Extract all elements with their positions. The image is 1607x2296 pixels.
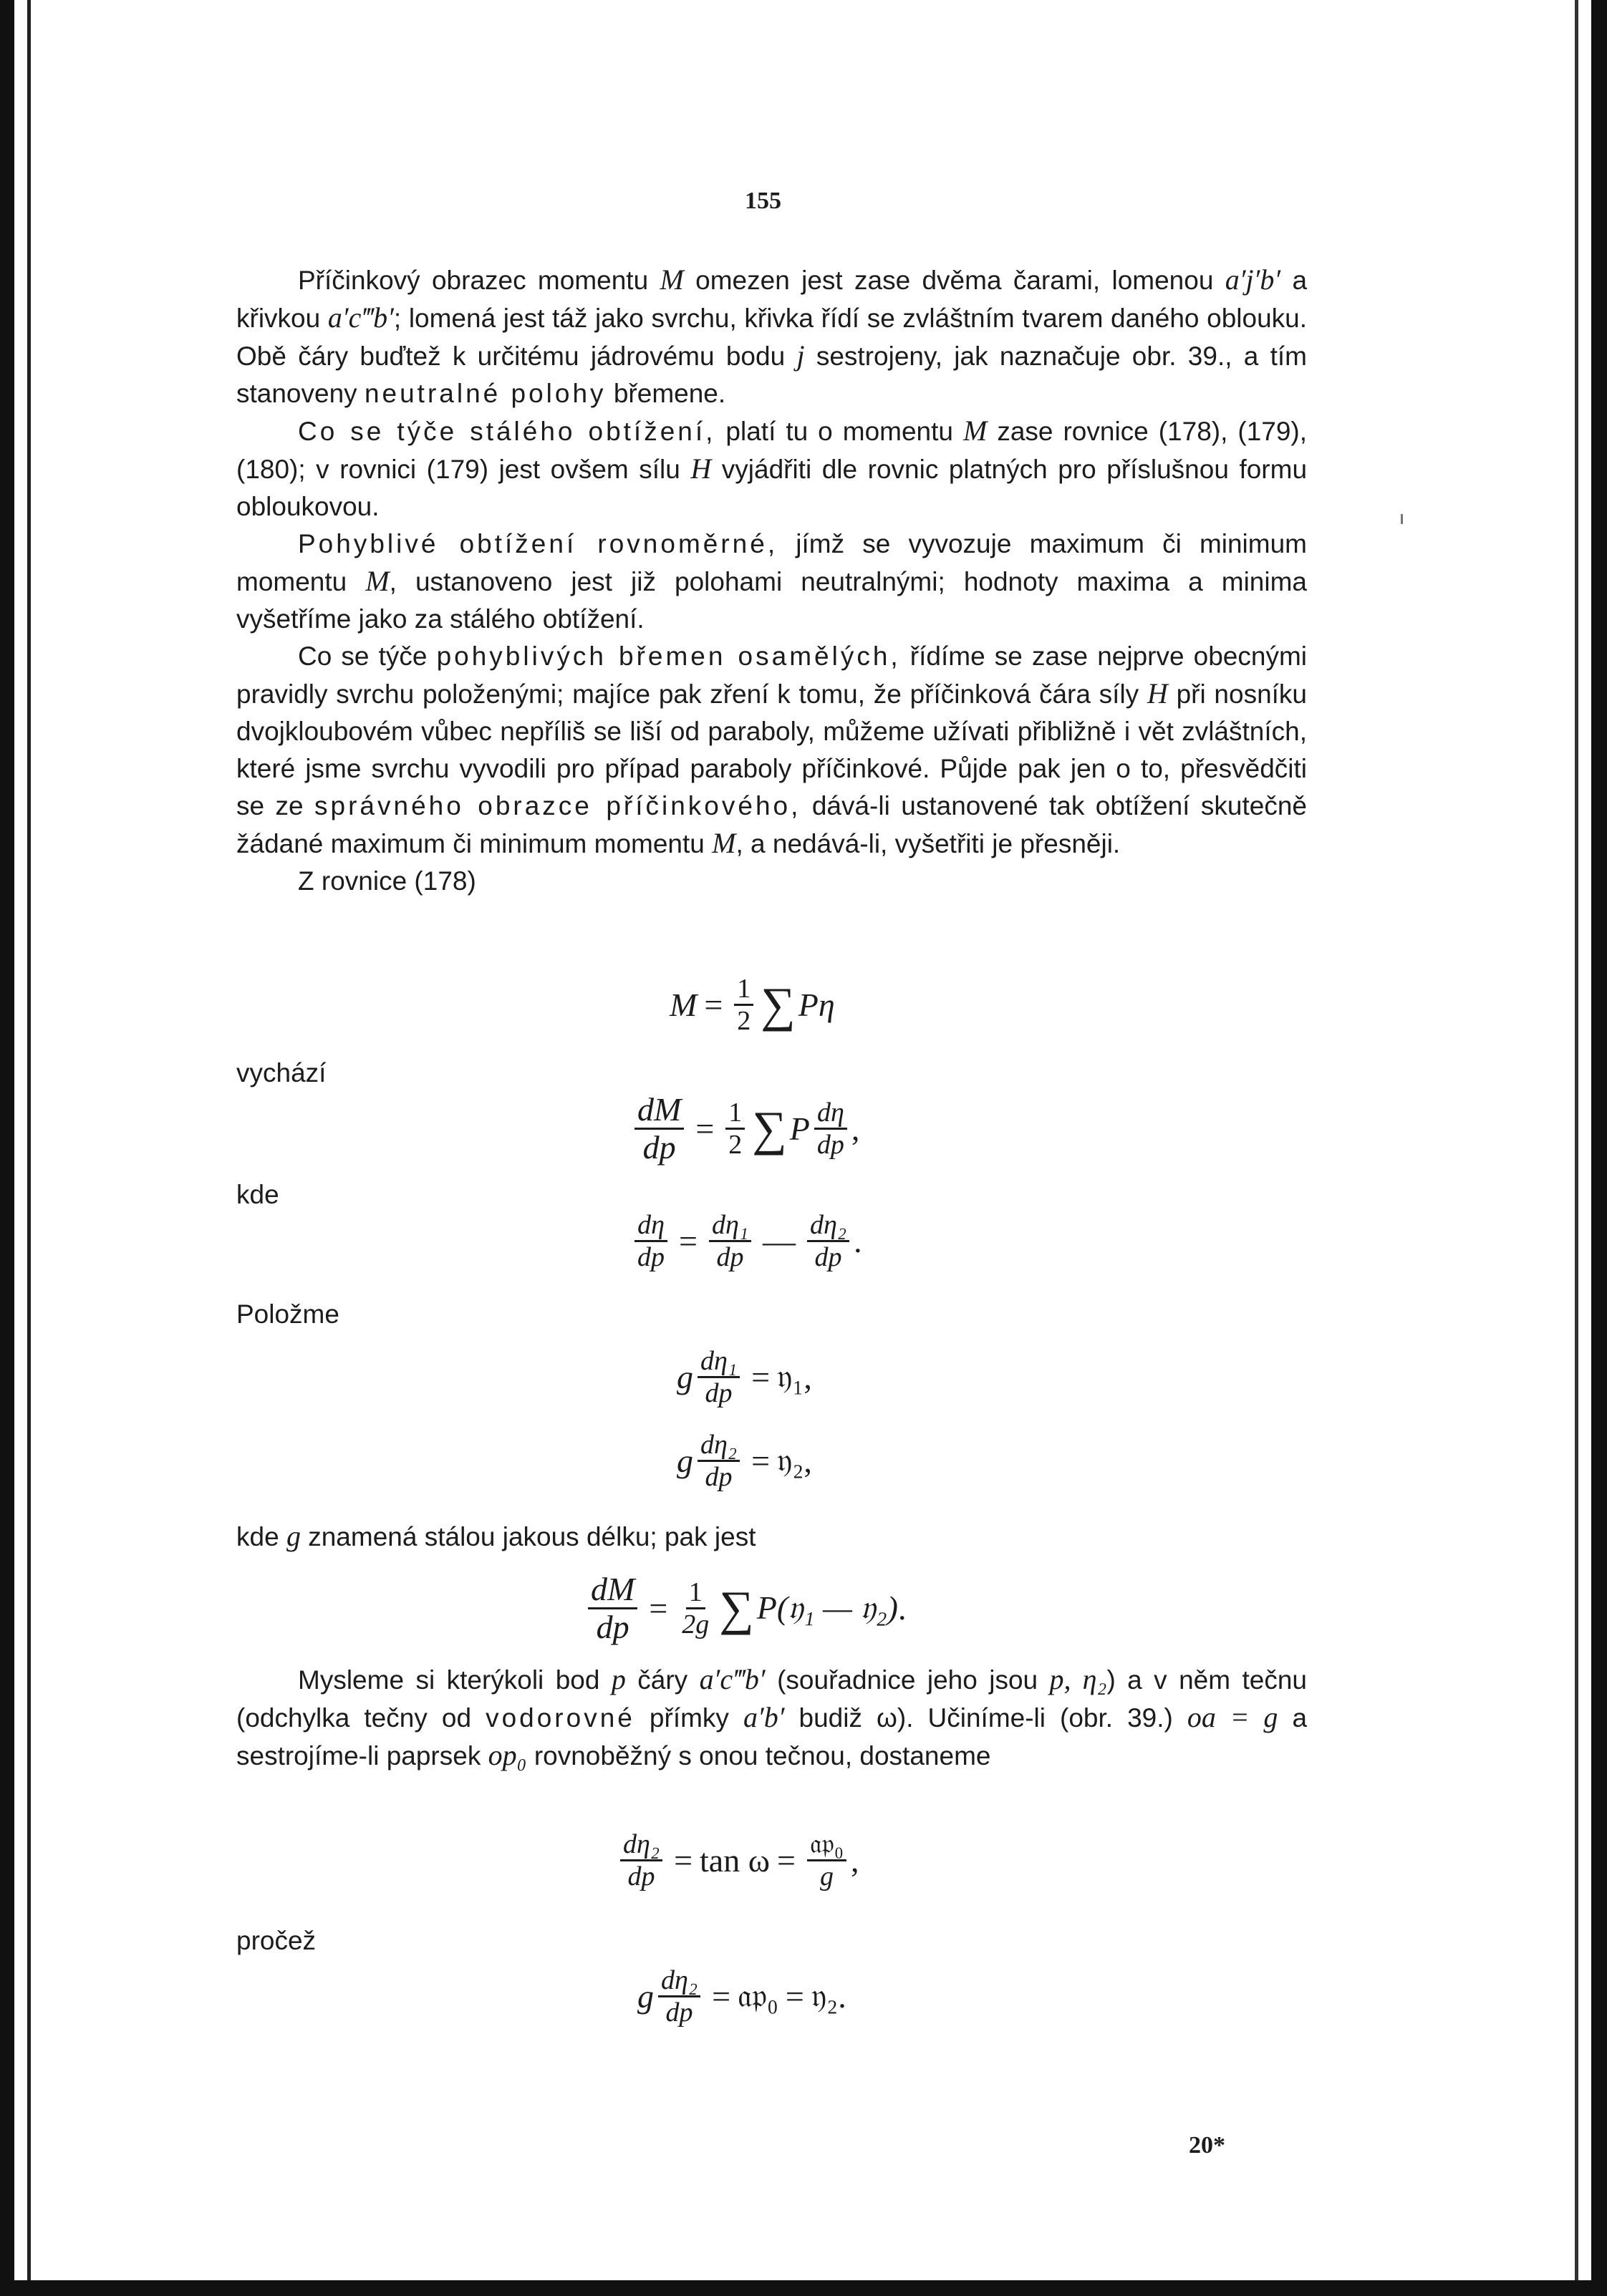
equation-8: g $\frac{\text{dη₂}}{dp}$ = 𝔞𝔭₀ = 𝔶₂ . [637, 1965, 846, 2028]
paragraph-2: Co se týče stálého obtížení, platí tu o momentu M zase rovnice (178), (179), (180); v rovnici (179) jest ovšem sílu H vyjádřiti dle rovnic platných pro příslušnou formu obloukovou. [236, 415, 1308, 521]
equation-4: g $\frac{\text{dη₁}}{dp}$ = 𝔶₁ , [677, 1346, 812, 1408]
scan-edge-bottom [0, 2280, 1607, 2296]
equation-2: $\frac{dM}{dp}$ = $\frac{1}{2}$ ∑ P $\frac{d\eta}{dp}$ , [630, 1092, 859, 1166]
scan-edge-line-right [1575, 0, 1578, 2296]
paragraph-3: Pohyblivé obtížení rovnoměrné, jímž se vyvozuje maximum či minimum momentu M, ustanoveno jest již polohami neutralnými; hodnoty maxima a minima vyšetříme jako za stálého obtížení. [236, 529, 1308, 634]
label-vychazi: vychází [236, 1058, 327, 1088]
scan-edge-right [1591, 0, 1607, 2296]
paragraph-7: Mysleme si kterýkoli bod p čáry a′c‴b′ (souřadnice jeho jsou p, η₂) a v něm tečnu (odchylka tečny od vodorovné přímky a′b′ budiž ω). Učiníme-li (obr. 39.) oa = g a sestrojíme-li paprsek op₀ rovnoběžný s onou tečnou, dostaneme [236, 1663, 1308, 1771]
label-kde: kde [236, 1180, 279, 1209]
equation-3: $\frac{d\eta}{dp}$ = $\frac{\text{dη₁}}{dp}$ — $\frac{\text{dη₂}}{dp}$ . [630, 1210, 862, 1272]
equation-1: M = $\frac{1}{2}$ ∑ Pη [670, 974, 835, 1036]
paragraph-1: Příčinkový obrazec momentu M omezen jest zase dvěma čarami, lomenou a′j′b′ a křivkou a′c‴b′; lomená jest táž jako svrchu, křivka řídí se zvláštním tvarem daného oblouku. Obě čáry buďtež k určitému jádrovému bodu j sestrojeny, jak naznačuje obr. 39., a tím stanoveny neutralné polohy břemene. [236, 263, 1308, 408]
scan-edge-line-left [27, 0, 31, 2296]
stray-mark [1401, 514, 1403, 524]
paragraph-4: Co se týče pohyblivých břemen osamělých, řídíme se zase nejprve obecnými pravidly svrchu položenými; majíce pak zření k tomu, že příčinková čára síly H při nosníku dvojkloubovém vůbec nepříliš se liší od paraboly, můžeme užívati přibližně i vět zvláštních, které jsme svrchu vyvodili pro případ paraboly příčinkové. Půjde pak jen o to, přesvědčiti se ze správného obrazce příčinkového, dává-li ustanovené tak obtížení skutečně žádané maximum či minimum momentu M, a nedává-li, vyšetřiti je přesněji. [236, 641, 1308, 859]
page-number: 155 [745, 188, 781, 214]
scan-edge-left [0, 0, 14, 2296]
label-procez: pročež [236, 1926, 317, 1955]
label-polozme: Položme [236, 1299, 339, 1329]
equation-6: $\frac{dM}{dp}$ = $\frac{1}{2g}$ ∑ P(𝔶₁ — 𝔶₂) . [584, 1571, 906, 1645]
equation-5: g $\frac{\text{dη₂}}{dp}$ = 𝔶₂ , [677, 1430, 812, 1492]
paragraph-6: kde g znamená stálou jakous délku; pak jest [236, 1520, 756, 1552]
paragraph-5: Z rovnice (178) [298, 866, 476, 896]
signature-mark: 20* [1189, 2132, 1225, 2159]
paragraph-7-block [236, 1661, 1307, 1775]
equation-7: $\frac{\text{dη₂}}{dp}$ = tan ω = $\frac{\text{𝔞𝔭₀}}{g}$ , [616, 1829, 859, 1891]
body-text [236, 261, 1307, 900]
